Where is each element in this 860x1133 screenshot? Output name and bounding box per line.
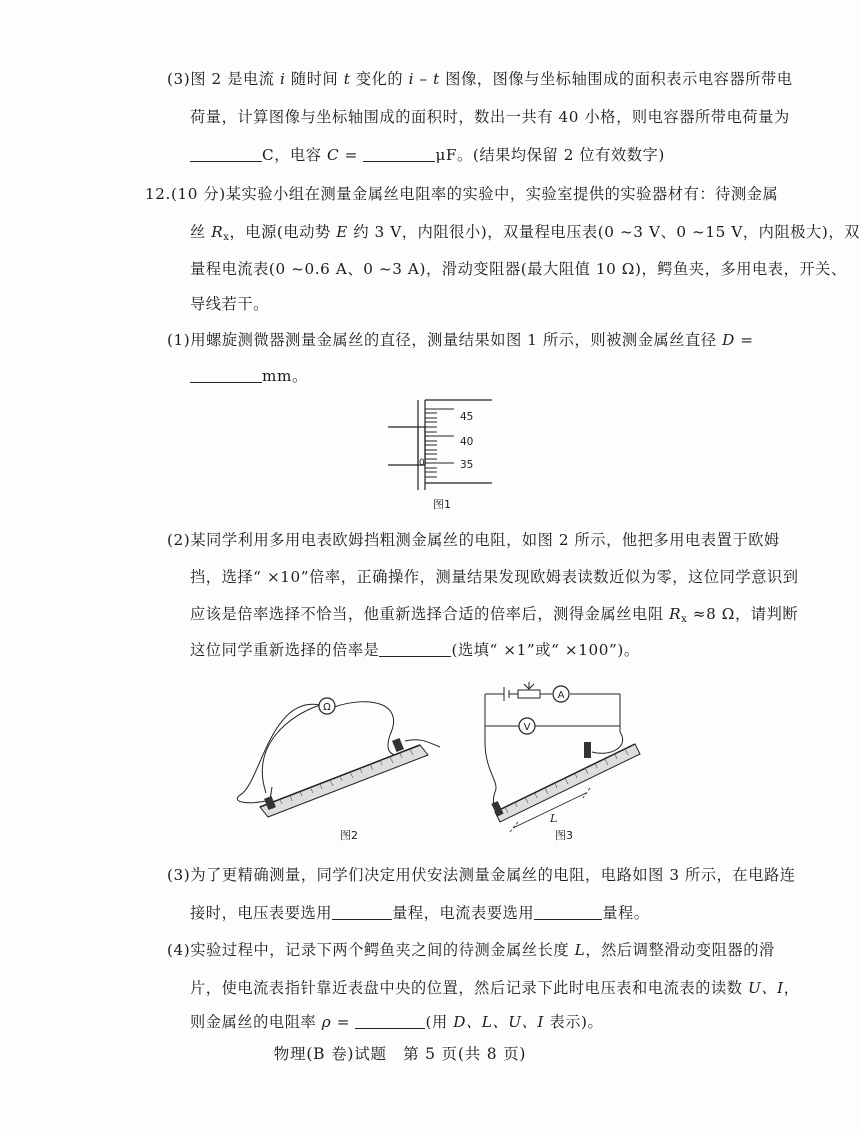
ohmmeter-symbol: Ω — [323, 702, 331, 713]
answer-blank-voltmeter-range[interactable] — [332, 905, 392, 920]
answer-blank-ammeter-range[interactable] — [534, 905, 602, 920]
length-label: L — [550, 812, 558, 825]
tick-label-40: 40 — [460, 436, 474, 448]
answer-blank-resistivity[interactable] — [355, 1014, 425, 1029]
tick-label-35: 35 — [460, 459, 474, 471]
ruler — [495, 744, 640, 822]
q11-3-line-1: (3)图 2 是电流 i 随时间 t 变化的 i – t 图像，图像与坐标轴围成的面积表示电容器所带电 — [167, 70, 793, 88]
figure-2-caption: 图2 — [340, 829, 358, 842]
page-footer: 物理(B 卷)试题 第 5 页(共 8 页) — [273, 1045, 527, 1063]
q11-3-line-3: C，电容 C = μF。(结果均保留 2 位有效数字) — [190, 145, 665, 165]
ammeter-icon — [553, 686, 569, 702]
voltmeter-icon — [519, 718, 535, 734]
figure-2-ohmmeter-setup — [230, 675, 460, 850]
q12-part-3-line-2: 接时，电压表要选用 量程，电流表要选用 量程。 — [190, 904, 650, 922]
q12-part-2-line-3: 应该是倍率选择不恰当，他重新选择合适的倍率后，测得金属丝电阻 $R_x \approx 8$ Ω，请判断 — [190, 605, 799, 625]
q12-line-4: 导线若干。 — [190, 295, 269, 313]
q12-part-4-line-1: (4)实验过程中，记录下两个鳄鱼夹之间的待测金属丝长度 L，然后调整滑动变阻器的滑 — [167, 941, 775, 959]
q12-part-2-line-2: 挡，选择“ ×10”倍率，正确操作，测量结果发现欧姆表读数近似为零，这位同学意识到 — [190, 568, 799, 586]
answer-blank-diameter[interactable] — [190, 368, 262, 383]
tick-label-45: 45 — [460, 411, 474, 423]
answer-blank-capacitance[interactable] — [363, 147, 435, 162]
q12-part-1-line-2: mm。 — [190, 366, 308, 386]
q11-3-line-2: 荷量，计算图像与坐标轴围成的面积时，数出一共有 40 小格，则电容器所带电荷量为 — [190, 108, 790, 126]
q12-part-1-line-1: (1)用螺旋测微器测量金属丝的直径，测量结果如图 1 所示，则被测金属丝直径 D = — [167, 331, 754, 349]
figure-3-caption: 图3 — [555, 829, 573, 842]
sleeve-zero-label: 0 — [419, 458, 425, 468]
ruler — [260, 745, 428, 817]
ammeter-symbol: A — [557, 690, 565, 701]
ohmmeter-icon — [319, 698, 335, 714]
q12-part-4-line-2: 片，使电流表指针靠近表盘中央的位置，然后记录下此时电压表和电流表的读数 U、I， — [190, 979, 800, 997]
answer-blank-charge[interactable] — [190, 147, 262, 162]
answer-blank-multiplier[interactable] — [379, 642, 451, 657]
voltmeter-symbol: V — [523, 722, 531, 733]
q12-part-3-line-1: (3)为了更精确测量，同学们决定用伏安法测量金属丝的电阻，电路如图 3 所示，在电路连 — [167, 866, 796, 884]
q12-line-2: 丝 $R_x$，电源(电动势 E 约 3 V，内阻很小)，双量程电压表(0 ~3 V、0 ~15 V，内阻极大)，双 — [190, 223, 860, 243]
q12-heading: 12.(10 分)某实验小组在测量金属丝电阻率的实验中，实验室提供的实验器材有：待测金属 — [145, 185, 779, 203]
q12-part-4-line-3: 则金属丝的电阻率 ρ = (用 D、L、U、I 表示)。 — [190, 1013, 604, 1031]
figure-1-caption: 图1 — [433, 498, 451, 511]
q12-part-2-line-4: 这位同学重新选择的倍率是 (选填“ ×1”或“ ×100”)。 — [190, 641, 640, 659]
q12-line-3: 量程电流表(0 ~0.6 A、0 ~3 A)，滑动变阻器(最大阻值 10 Ω)，鳄鱼夹，多用电表，开关、 — [190, 260, 847, 278]
figure-3-circuit — [480, 672, 640, 852]
q12-part-2-line-1: (2)某同学利用多用电表欧姆挡粗测金属丝的电阻，如图 2 所示，他把多用电表置于欧姆 — [167, 531, 780, 549]
